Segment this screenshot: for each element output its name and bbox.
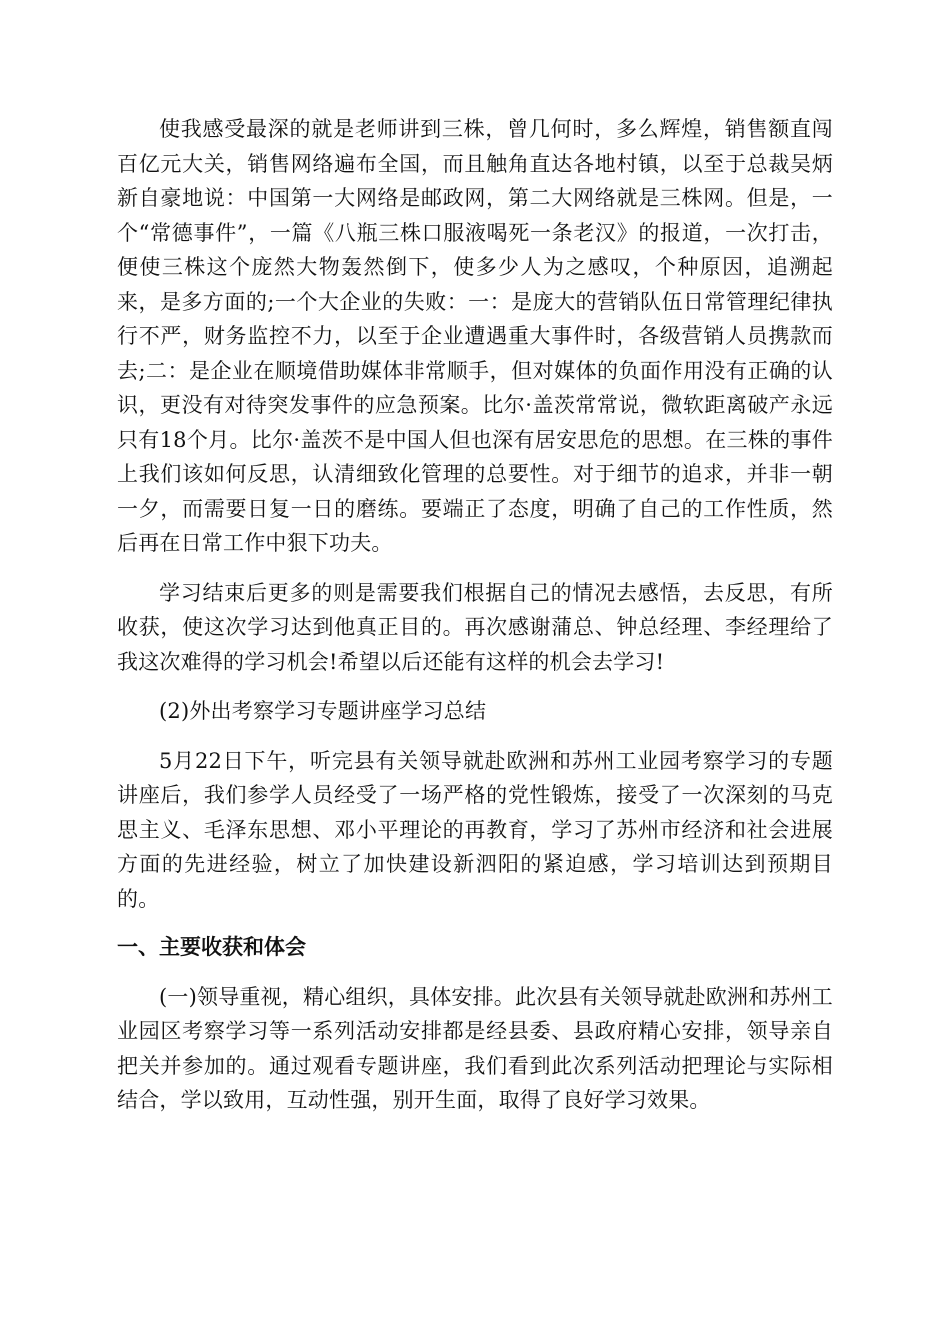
section-subtitle: (2)外出考察学习专题讲座学习总结 — [159, 699, 487, 723]
document-page — [117, 112, 833, 1118]
paragraph-sanzhu-lesson: 使我感受最深的就是老师讲到三株，曾几何时，多么辉煌，销售额直闯百亿元大关，销售网络遍布全国，而且触角直达各地村镇，以至于总裁吴炳新自豪地说：中国第一大网络是邮政网，第二大网络就是三株网。但是，一个“常德事件”，一篇《八瓶三株口服液喝死一条老汉》的报道，一次打击，便使三株这个庞然大物轰然倒下，使多少人为之感叹，个种原因，追溯起来，是多方面的;一个大企业的失败：一：是庞大的营销队伍日常管理纪律执行不严，财务监控不力，以至于企业遭遇重大事件时，各级营销人员携款而去;二：是企业在顺境借助媒体非常顺手，但对媒体的负面作用没有正确的认识，更没有对待突发事件的应急预案。比尔·盖茨常常说，微软距离破产永远只有18个月。比尔·盖茨不是中国人但也深有居安思危的思想。在三株的事件上我们该如何反思，认清细致化管理的总要性。对于细节的追求，并非一朝一夕，而需要日复一日的磨练。要端正了态度，明确了自己的工作性质，然后再在日常工作中狠下功夫。 — [117, 117, 833, 555]
section-heading: 一、主要收获和体会 — [117, 935, 306, 959]
paragraph-gratitude: 学习结束后更多的则是需要我们根据自己的情况去感悟，去反思，有所收获，使这次学习达到他真正目的。再次感谢蒲总、钟总经理、李经理给了我这次难得的学习机会!希望以后还能有这样的机会去学习! — [117, 580, 833, 674]
paragraph-leadership: (一)领导重视，精心组织，具体安排。此次县有关领导就赴欧洲和苏州工业园区考察学习等一系列活动安排都是经县委、县政府精心安排，领导亲自把关并参加的。通过观看专题讲座，我们看到此次系列活动把理论与实际相结合，学以致用，互动性强，别开生面，取得了良好学习效果。 — [117, 984, 833, 1112]
paragraph-lecture-summary: 5月22日下午，听完县有关领导就赴欧洲和苏州工业园考察学习的专题讲座后，我们参学人员经受了一场严格的党性锻炼，接受了一次深刻的马克思主义、毛泽东思想、邓小平理论的再教育，学习了苏州市经济和社会进展方面的先进经验，树立了加快建设新泗阳的紧迫感，学习培训达到预期目的。 — [117, 748, 833, 911]
